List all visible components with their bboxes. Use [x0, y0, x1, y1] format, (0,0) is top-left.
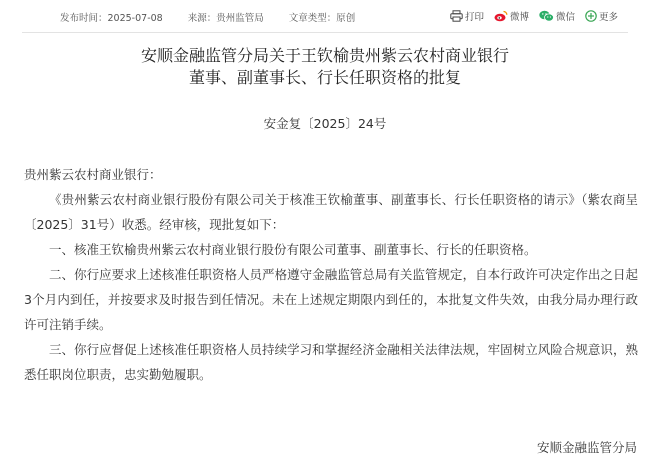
share-toolbar — [440, 9, 618, 23]
salutation: 贵州紫云农村商业银行： — [24, 167, 162, 182]
paragraph-request: 《贵州紫云农村商业银行股份有限公司关于核准王钦榆董事、副董事长、行长任职资格的请示》（紫农商呈〔2025〕31号）收悉。经审核，现批复如下： — [24, 192, 638, 232]
printer-icon — [450, 10, 463, 22]
print-button[interactable] — [450, 9, 484, 23]
title-line-1: 安顺金融监管分局关于王钦榆贵州紫云农村商业银行 — [140, 46, 509, 65]
weibo-label: 微博 — [509, 12, 529, 23]
wechat-share-button[interactable] — [539, 9, 575, 23]
print-label: 打印 — [464, 12, 484, 23]
paragraph-item-2: 二、你行应要求上述核准任职资格人员严格遵守金融监管总局有关监管规定，自本行政许可决定作出之日起3个月内到任，并按要求及时报告到任情况。未在上述规定期限内到任的，本批复文件失效，由我分局办理行政许可注销手续。 — [24, 267, 638, 332]
more-share-button[interactable] — [585, 9, 618, 23]
article-meta-bar — [22, 0, 628, 33]
article-meta-info — [60, 10, 377, 24]
document-body — [24, 162, 638, 387]
wechat-label: 微信 — [555, 12, 575, 23]
publish-time: 发布时间：2025-07-08 — [60, 13, 163, 24]
article-type: 文章类型：原创 — [288, 13, 356, 24]
more-label: 更多 — [598, 12, 618, 23]
plus-circle-icon — [585, 10, 597, 22]
weibo-icon — [494, 10, 508, 22]
document-title — [0, 45, 650, 89]
source: 来源：贵州监管局 — [187, 13, 264, 24]
document-number: 安金复〔2025〕24号 — [263, 116, 387, 131]
paragraph-item-1: 一、核准王钦榆贵州紫云农村商业银行股份有限公司董事、副董事长、行长的任职资格。 — [49, 242, 537, 257]
signature-issuer: 安顺金融监管分局 — [536, 440, 637, 455]
title-line-2: 董事、副董事长、行长任职资格的批复 — [188, 68, 461, 87]
weibo-share-button[interactable] — [494, 9, 529, 23]
paragraph-item-3: 三、你行应督促上述核准任职资格人员持续学习和掌握经济金融相关法律法规，牢固树立风险合规意识，熟悉任职岗位职责，忠实勤勉履职。 — [24, 342, 638, 382]
wechat-icon — [539, 10, 554, 22]
